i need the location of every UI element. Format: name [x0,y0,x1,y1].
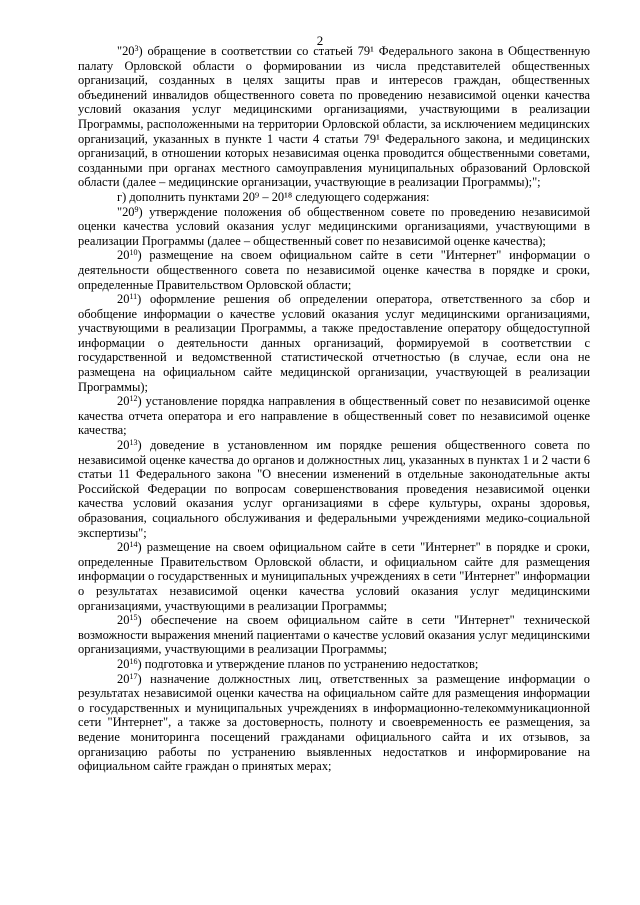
paragraph-text: обеспечение на своем официальном сайте в сети "Интернет" технической возможности выражения мнений пациентами о качестве условий оказания услуг медицинскими организациями, участвующими в реализации Программы; [78,613,590,657]
item-number-close: ) [138,204,143,219]
paragraph-text: размещение на своем официальном сайте в сети "Интернет" информации о деятельности общественного совета по независимой оценке качества в порядке и сроки, определенные Правительством Орловской области; [78,248,590,292]
item-number: 20 [117,248,130,263]
paragraph-20-16 [78,657,590,672]
item-number: 20 [117,540,130,555]
item-number: 20 [117,394,130,409]
item-superscript: 10 [129,248,138,258]
paragraph-20-12 [78,394,590,438]
page-number: 2 [316,33,324,48]
paragraph-20-11 [78,292,590,394]
item-superscript: 13 [129,438,138,448]
paragraph-text: установление порядка направления в общественный совет по независимой оценке качества отчета оператора и его направление в общественный совет по независимой оценке качества; [78,394,590,438]
paragraph-text: обращение в соответствии со статьей 79¹ Федерального закона в Общественную палату Орловской области о формировании из числа представителей общественных организаций, созданных в целях защиты прав и интересов граждан, общественных объединений инвалидов общественного совета по проведению независимой оценки качества условий оказания услуг медицинскими организациями, участвующими в реализации Программы, расположенными на территории Орловской области, за исключением медицинских организаций, указанных в пункте 1 части 4 статьи 79¹ Федерального закона, и медицинских организаций, в отношении которых независимая оценка проводится общественными советами, созданными при органах местного самоуправления муниципальных образований Орловской области (далее – медицинские организации, участвующие в реализации Программы);"; [78,44,590,190]
paragraph-20-15 [78,613,590,657]
item-number: 20 [117,438,130,453]
paragraph-g [78,190,590,205]
paragraph-20-17 [78,672,590,774]
paragraph-20-13 [78,438,590,540]
item-number: 20 [117,613,130,628]
paragraph-text: размещение на своем официальном сайте в сети "Интернет" в порядке и сроки, определенные Правительством Орловской области, и официальном сайте для размещения информации о государственных и муниципальных учреждениях в сети "Интернет" информации о результатах независимой оценки качества условий оказания услуг медицинскими организациями, участвующими в реализации Программы; [78,540,590,613]
item-number-close: ) [137,656,142,671]
item-superscript: 14 [129,540,138,550]
paragraph-text: подготовка и утверждение планов по устранению недостатков; [141,656,479,671]
paragraph-20-3 [78,44,590,190]
item-number: 20 [117,292,130,307]
item-number: "20 [117,204,135,219]
item-number-close: ) [137,292,142,307]
item-superscript: 9 [134,204,139,214]
item-superscript: 17 [129,671,138,681]
item-number-close: ) [137,613,142,628]
item-superscript: 15 [129,613,138,623]
item-number-close: ) [137,248,142,263]
item-number-close: ) [137,394,142,409]
item-number: "20 [117,44,135,58]
paragraph-20-14 [78,540,590,613]
paragraph-text: г) дополнить пунктами 20⁹ – 20¹⁸ следующего содержания: [117,189,430,204]
item-number: 20 [117,671,130,686]
item-number-close: ) [137,671,142,686]
item-number-close: ) [138,44,143,58]
item-number-close: ) [137,438,142,453]
item-number-close: ) [137,540,142,555]
paragraph-20-9 [78,205,590,249]
item-number: 20 [117,656,130,671]
paragraph-text: доведение в установленном им порядке решения общественного совета по независимой оценке качества до органов и должностных лиц, указанных в пунктах 1 и 2 части 6 статьи 11 Федерального закона "О внесении изменений в отдельные законодательные акты Российской Федерации по вопросам совершенствования проведения независимой оценки качества условий оказания услуг организациями в сфере культуры, охраны здоровья, образования, социального обслуживания и федеральными учреждениями медико-социальной экспертизы"; [78,438,590,540]
paragraph-20-10 [78,248,590,292]
item-superscript: 16 [129,656,138,666]
paragraph-text: оформление решения об определении оператора, ответственного за сбор и обобщение информации о качестве условий оказания услуг медицинскими организациями, участвующими в реализации Программы, а также предоставление оператору общедоступной информации о деятельности данных организаций, формируемой в соответствии с государственной и ведомственной статистической отчетностью (в случае, если она не размещена на официальном сайте медицинской организации, участвующей в реализации Программы); [78,292,590,394]
item-superscript: 3 [134,44,139,53]
item-superscript: 11 [129,292,138,302]
item-superscript: 12 [129,394,138,404]
paragraph-text: утверждение положения об общественном совете по проведению независимой оценки качества условий оказания услуг медицинскими организациями, участвующими в реализации Программы (далее – общественный совет по независимой оценке качества); [78,204,590,248]
document-body [78,44,590,774]
paragraph-text: назначение должностных лиц, ответственных за размещение информации о результатах независимой оценки качества на официальном сайте для размещения информации о государственных и муниципальных учреждениях в информационно-телекоммуникационной сети "Интернет", а также за достоверность, полноту и своевременность ее размещения, за ведение мониторинга посещений гражданами официального сайта и их отзывов, за организацию работы по устранению выявленных недостатков и информирование на официальном сайте граждан о принятых мерах; [78,671,590,774]
